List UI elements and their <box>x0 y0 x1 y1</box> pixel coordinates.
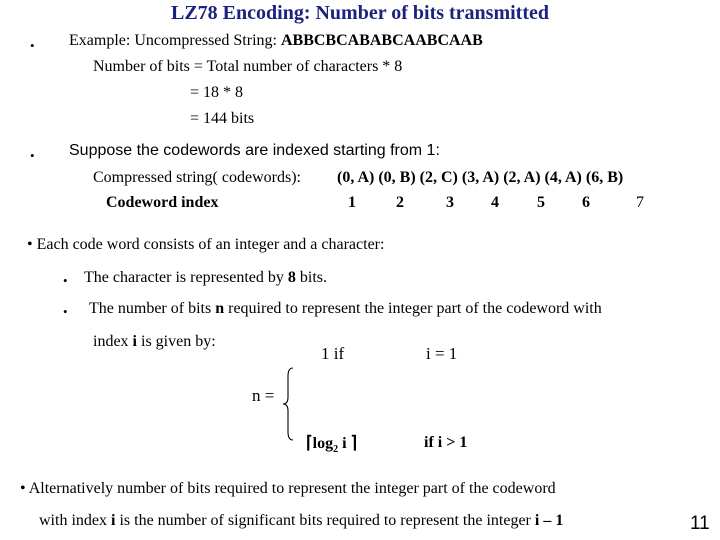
alt-mid: is the number of significant bits required to represent the integer <box>115 512 535 529</box>
log-argument: i <box>338 435 351 452</box>
bits-result-line: = 144 bits <box>190 110 255 127</box>
bits-formula-line: Number of bits = Total number of characters * 8 <box>93 58 403 75</box>
index-intro: Suppose the codewords are indexed starting from 1: <box>69 142 440 159</box>
formula-lhs: n = <box>252 386 275 405</box>
char-bits-post: bits. <box>295 269 328 286</box>
index-post: is given by: <box>137 333 216 350</box>
page-number: 11 <box>690 513 710 534</box>
char-bits-value: 8 <box>287 269 296 286</box>
bits-calc-line: = 18 * 8 <box>190 84 244 101</box>
alt-pre: with index <box>39 512 111 529</box>
index-pre: index <box>93 333 133 350</box>
codeword-structure-heading: • Each code word consists of an integer and a character: <box>27 236 385 253</box>
codeword-index-2: 2 <box>396 194 404 211</box>
codeword-index-4: 4 <box>491 194 499 211</box>
bullet-marker: • <box>63 273 68 288</box>
nbits-line <box>89 300 602 318</box>
codeword: (0, B) <box>378 169 416 186</box>
bullet-marker: • <box>63 304 68 319</box>
bullet-marker: • <box>30 148 35 163</box>
log-base: 2 <box>333 444 339 456</box>
alternative-line: • Alternatively number of bits required to represent the integer part of the codeword <box>20 480 556 497</box>
codeword: (4, A) <box>544 169 582 186</box>
codeword: (6, B) <box>585 169 624 186</box>
formula-case2-value <box>306 433 357 455</box>
codeword-index-6: 6 <box>582 194 590 211</box>
index-line <box>93 333 216 351</box>
codeword-index-1: 1 <box>348 194 356 211</box>
ceiling-right-icon: ⌉ <box>350 433 358 452</box>
uncompressed-string: ABBCBCABABCAABCAAB <box>280 32 483 49</box>
codeword-index-7: 7 <box>636 194 644 211</box>
ceiling-left-icon: ⌈ <box>306 433 313 452</box>
codeword-index-3: 3 <box>446 194 454 211</box>
codeword: (2, C) <box>419 169 458 186</box>
example-label: Example: Uncompressed String: <box>69 32 281 49</box>
alt-expression: i – 1 <box>534 512 564 529</box>
index-variable: i <box>132 333 137 350</box>
char-bits-pre: The character is represented by <box>84 269 288 286</box>
codeword: (3, A) <box>461 169 500 186</box>
char-bits-line <box>84 269 327 287</box>
codeword-index-5: 5 <box>537 194 545 211</box>
alternative-line-2 <box>39 512 563 530</box>
alt-variable: i <box>111 512 116 529</box>
nbits-pre: The number of bits <box>89 300 216 317</box>
codeword: (0, A) <box>337 169 375 186</box>
compressed-label: Compressed string( codewords): <box>93 169 301 186</box>
nbits-variable: n <box>215 300 225 317</box>
codewords-list <box>337 169 623 187</box>
log-function: log <box>312 435 334 452</box>
formula-case1-condition: i = 1 <box>426 344 458 363</box>
slide-title: LZ78 Encoding: Number of bits transmitted <box>171 2 549 24</box>
formula-case1-value: 1 if <box>321 344 345 363</box>
codeword-index-label: Codeword index <box>106 194 219 211</box>
formula-case2-condition: if i > 1 <box>424 434 468 451</box>
left-brace-icon <box>282 367 294 441</box>
codeword: (2, A) <box>503 169 541 186</box>
nbits-post: required to represent the integer part of the codeword with <box>224 300 602 317</box>
example-line <box>69 32 483 50</box>
bullet-marker: • <box>30 38 35 53</box>
